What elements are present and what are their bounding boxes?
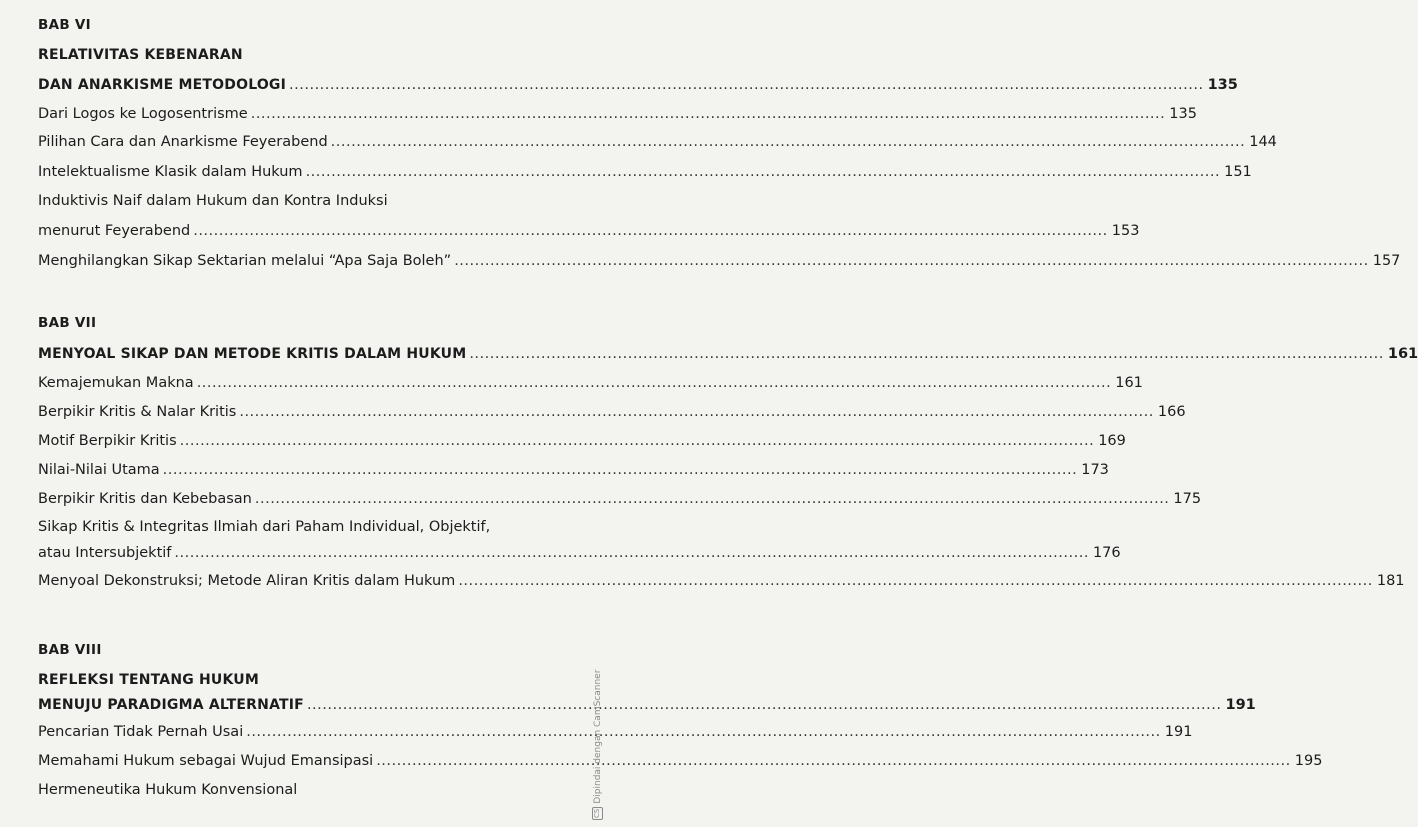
page-number: 173 xyxy=(1081,462,1109,478)
bab-6-title-entry[interactable] xyxy=(38,76,1238,94)
toc-entry[interactable] xyxy=(38,432,1126,450)
bab-7-title: MENYOAL SIKAP DAN METODE KRITIS DALAM HUKUM xyxy=(38,346,467,362)
page-number: 191 xyxy=(1225,697,1256,713)
bab-8-title-entry[interactable] xyxy=(38,696,1256,714)
toc-entry[interactable] xyxy=(38,461,1109,479)
toc-entry[interactable] xyxy=(38,374,1143,392)
toc-entry[interactable] xyxy=(38,723,1193,741)
bab-6-heading: BAB VI xyxy=(38,17,91,33)
toc-entry[interactable] xyxy=(38,133,1277,151)
entry-title: Menyoal Dekonstruksi; Metode Aliran Kritis dalam Hukum xyxy=(38,573,456,589)
page-number: 157 xyxy=(1372,253,1401,269)
bab-7-title-entry[interactable] xyxy=(38,345,1418,363)
entry-title-line1[interactable]: Induktivis Naif dalam Hukum dan Kontra Induksi xyxy=(38,193,388,209)
leader-dots xyxy=(239,403,1154,421)
page-number: 181 xyxy=(1376,573,1405,589)
entry-title: Berpikir Kritis & Nalar Kritis xyxy=(38,404,237,420)
toc-entry[interactable] xyxy=(38,403,1186,421)
leader-dots xyxy=(251,105,1166,123)
bab-7-heading: BAB VII xyxy=(38,315,97,331)
bab-8-title-line2: MENUJU PARADIGMA ALTERNATIF xyxy=(38,697,304,713)
page-number: 144 xyxy=(1249,134,1277,150)
leader-dots xyxy=(469,345,1384,363)
toc-entry[interactable] xyxy=(38,163,1252,181)
entry-title: Dari Logos ke Logosentrisme xyxy=(38,106,248,122)
page-number: 191 xyxy=(1164,724,1193,740)
leader-dots xyxy=(331,133,1246,151)
entry-title: Motif Berpikir Kritis xyxy=(38,433,177,449)
leader-dots xyxy=(255,490,1170,508)
leader-dots xyxy=(174,544,1089,562)
leader-dots xyxy=(306,163,1221,181)
toc-entry[interactable] xyxy=(38,544,1121,562)
page-number: 176 xyxy=(1092,545,1121,561)
leader-dots xyxy=(246,723,1161,741)
toc-entry[interactable] xyxy=(38,105,1197,123)
toc-entry[interactable] xyxy=(38,222,1140,240)
bab-6-title-line2: DAN ANARKISME METODOLOGI xyxy=(38,77,287,93)
page-number: 161 xyxy=(1387,346,1418,362)
leader-dots xyxy=(289,76,1204,94)
bab-8-heading: BAB VIII xyxy=(38,642,102,658)
page-number: 153 xyxy=(1111,223,1140,239)
entry-title: Pencarian Tidak Pernah Usai xyxy=(38,724,244,740)
entry-title: Pilihan Cara dan Anarkisme Feyerabend xyxy=(38,134,328,150)
page-number: 151 xyxy=(1224,164,1252,180)
page-number: 135 xyxy=(1207,77,1238,93)
toc-entry[interactable] xyxy=(38,752,1323,770)
page-number: 169 xyxy=(1098,433,1126,449)
entry-title: Berpikir Kritis dan Kebebasan xyxy=(38,491,252,507)
leader-dots xyxy=(458,572,1373,590)
page-number: 175 xyxy=(1173,491,1202,507)
page-number: 195 xyxy=(1294,753,1323,769)
page-number: 166 xyxy=(1157,404,1186,420)
entry-title-line1[interactable]: Sikap Kritis & Integritas Ilmiah dari Paham Individual, Objektif, xyxy=(38,519,491,535)
watermark-text: Dipindai dengan CamScanner xyxy=(592,669,603,804)
bab-6-title-line1: RELATIVITAS KEBENARAN xyxy=(38,47,243,63)
toc-entry[interactable] xyxy=(38,572,1405,590)
leader-dots xyxy=(180,432,1095,450)
leader-dots xyxy=(454,252,1369,270)
leader-dots xyxy=(193,222,1108,240)
bab-8-title-line1: REFLEKSI TENTANG HUKUM xyxy=(38,672,260,688)
scanner-watermark xyxy=(578,669,603,820)
leader-dots xyxy=(376,752,1291,770)
entry-title-line2: atau Intersubjektif xyxy=(38,545,172,561)
entry-title-line2: menurut Feyerabend xyxy=(38,223,191,239)
leader-dots xyxy=(307,696,1222,714)
camscanner-logo-icon: CS xyxy=(593,808,601,818)
leader-dots xyxy=(163,461,1078,479)
entry-title[interactable]: Hermeneutika Hukum Konvensional xyxy=(38,782,298,798)
entry-title: Nilai-Nilai Utama xyxy=(38,462,160,478)
toc-entry[interactable] xyxy=(38,490,1202,508)
entry-title: Kemajemukan Makna xyxy=(38,375,194,391)
page-number: 135 xyxy=(1169,106,1197,122)
page-number: 161 xyxy=(1115,375,1143,391)
leader-dots xyxy=(197,374,1112,392)
entry-title: Intelektualisme Klasik dalam Hukum xyxy=(38,164,303,180)
entry-title: Menghilangkan Sikap Sektarian melalui “Apa Saja Boleh” xyxy=(38,253,452,269)
toc-entry[interactable] xyxy=(38,252,1401,270)
entry-title: Memahami Hukum sebagai Wujud Emansipasi xyxy=(38,753,374,769)
